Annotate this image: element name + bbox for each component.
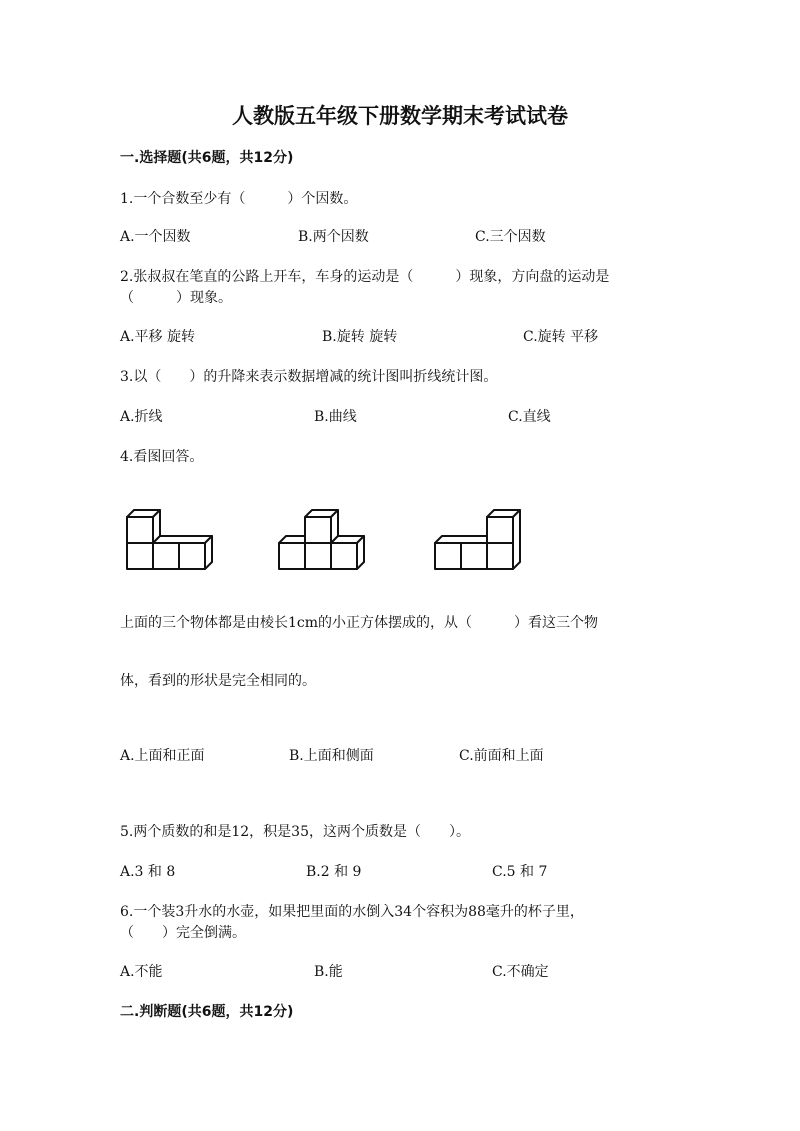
q5-option-a: A.3 和 8 — [120, 864, 176, 880]
q3-option-b: B.曲线 — [314, 409, 357, 425]
q3-option-c: C.直线 — [508, 409, 551, 425]
q6-option-b: B.能 — [314, 964, 343, 980]
question-2-line-2: （ ）现象。 — [120, 290, 232, 306]
q3-option-a: A.折线 — [120, 409, 163, 425]
q4-option-b: B.上面和侧面 — [289, 748, 374, 764]
q1-option-c: C.三个因数 — [475, 229, 546, 245]
question-6-line-1: 6.一个装3升水的水壶，如果把里面的水倒入34个容积为88毫升的杯子里， — [120, 904, 584, 920]
cube-figure-3 — [428, 500, 528, 575]
q5-option-b: B.2 和 9 — [306, 864, 362, 880]
question-2-line-1: 2.张叔叔在笔直的公路上开车，车身的运动是（ ）现象，方向盘的运动是 — [120, 269, 610, 285]
question-3: 3.以（ ）的升降来表示数据增减的统计图叫折线统计图。 — [120, 369, 498, 385]
question-6-line-2: （ ）完全倒满。 — [120, 925, 246, 941]
question-4-para-1: 上面的三个物体都是由棱长1cm的小正方体摆成的，从（ ）看这三个物 — [120, 615, 599, 631]
question-4-para-2: 体，看到的形状是完全相同的。 — [120, 673, 316, 689]
q5-option-c: C.5 和 7 — [492, 864, 548, 880]
question-4: 4.看图回答。 — [120, 449, 204, 465]
q2-option-c: C.旋转 平移 — [523, 329, 599, 345]
section-heading-judgment: 二.判断题(共6题，共12分) — [120, 1004, 294, 1020]
section-heading-choice: 一.选择题(共6题，共12分) — [120, 150, 294, 166]
q4-option-c: C.前面和上面 — [459, 748, 544, 764]
q6-option-c: C.不确定 — [492, 964, 549, 980]
q1-option-a: A.一个因数 — [120, 229, 191, 245]
q6-option-a: A.不能 — [120, 964, 163, 980]
q2-option-b: B.旋转 旋转 — [322, 329, 398, 345]
page-title: 人教版五年级下册数学期末考试试卷 — [232, 104, 568, 128]
q2-option-a: A.平移 旋转 — [120, 329, 196, 345]
cube-figure-2 — [272, 500, 372, 575]
cube-figure-1 — [120, 500, 220, 575]
q4-option-a: A.上面和正面 — [120, 748, 205, 764]
q1-option-b: B.两个因数 — [298, 229, 369, 245]
question-5: 5.两个质数的和是12，积是35，这两个质数是（ ）。 — [120, 824, 470, 840]
question-1: 1.一个合数至少有（ ）个因数。 — [120, 191, 358, 207]
